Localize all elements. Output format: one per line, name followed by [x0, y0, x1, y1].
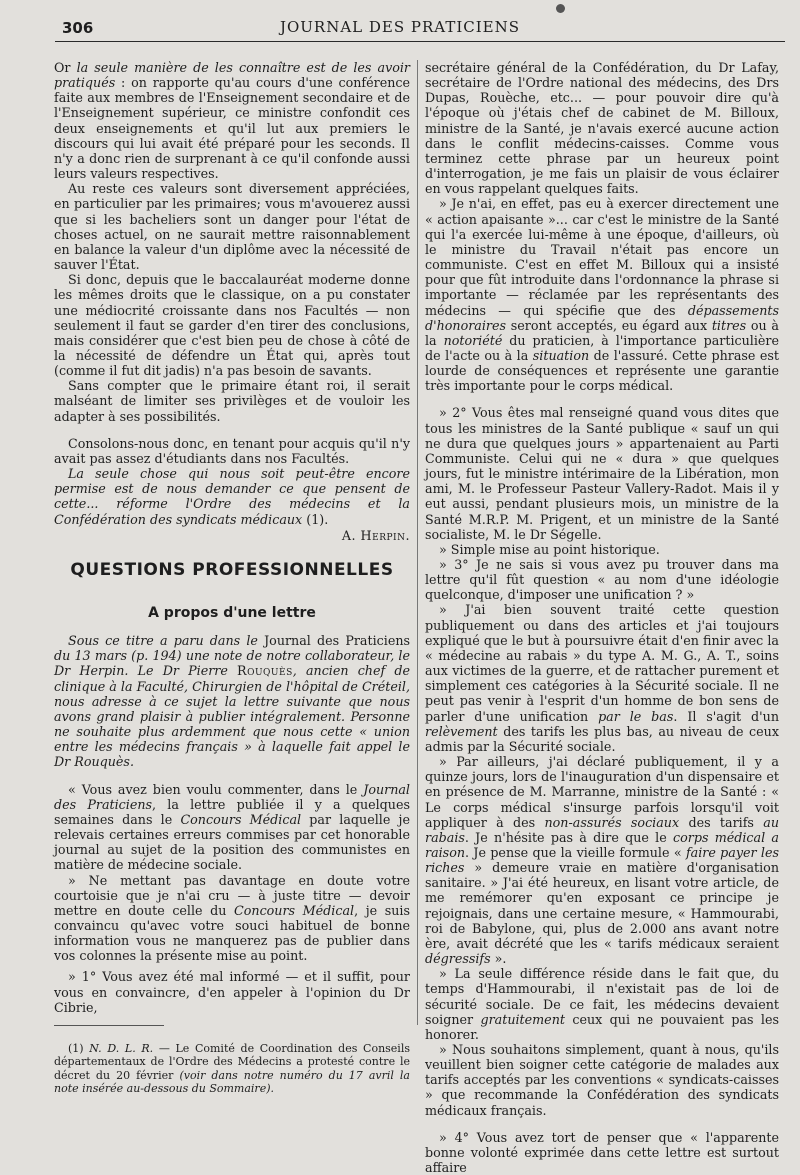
paragraph: La seule chose qui nous soit peut-être encore permise est de nous demander ce que pensent de cette... réforme l'Ordre des médecins et la Confédération des syndicats médicaux (1). — [54, 466, 410, 527]
letter-paragraph: » Nous souhaitons simplement, quant à nous, qu'ils veuillent bien soigner cette catégorie de malades aux tarifs acceptés par les conventions « syndicats-caisses » que recommande la Confédération des syndicats médicaux français. — [425, 1042, 779, 1118]
ornament-icon — [556, 4, 565, 13]
paragraph: Or la seule manière de les connaître est de les avoir pratiqués : on rapporte qu'au cours d'une conférence faite aux membres de l'Enseignement secondaire et de l'Enseignement supérieur, ce ministre confondit ces deux enseignements et qu'il lut aux premiers le discours qui lui avait été préparé pour les seconds. Il n'y a donc rien de surprenant à ce qu'il confonde aussi leurs valeurs respectives. — [54, 60, 411, 182]
section-title: QUESTIONS PROFESSIONNELLES — [70, 559, 394, 580]
paragraph: Si donc, depuis que le baccalauréat moderne donne les mêmes droits que le classique, on a pu constater une médiocrité croissante dans nos Facultés — non seulement il faut se garder d'en tirer des conclusions, mais considérer que c'est bien peu de chose à côté de la nécessité de défendre un État qui, après tout (comme il fut dit jadis) n'a pas besoin de savants. — [54, 272, 410, 379]
footnote-rule — [54, 1025, 164, 1026]
page-header — [0, 0, 800, 44]
editorial-intro: Sous ce titre a paru dans le Journal des Praticiens du 13 mars (p. 194) une note de notre collaborateur, le Dr Herpin. Le Dr Pierre Rouquès, ancien chef de clinique à la Faculté, Chirurgien de l'hôpital de Créteil, nous adresse à ce sujet la lettre suivante que nous avons grand plaisir à publier intégralement. Personne ne souhaite plus ardemment que nous cette « union entre les médecins français » à laquelle fait appel le Dr Rouquès. — [54, 633, 411, 770]
letter-paragraph: » J'ai bien souvent traité cette question publiquement ou dans des articles et j'ai toujours expliqué que le but à poursuivre était d'en finir avec la « médecine au rabais » du type A. M. G., A. T., soins aux victimes de la guerre, et de rattacher purement et simplement ces catégories à la Sécurité sociale. Il ne peut pas venir à l'esprit d'un homme de bon sens de parler d'une unification par le bas. Il s'agit d'un relèvement des tarifs les plus bas, au niveau de ceux admis par la Sécurité sociale. — [425, 602, 779, 754]
letter-paragraph: secrétaire général de la Confédération, du Dr Lafay, secrétaire de l'Ordre national des médecins, des Drs Dupas, Rouèche, etc... — pour pouvoir dire qu'à l'époque où j'étais chef de cabinet de M. Billoux, ministre de la Santé, je n'avais exercé aucune action dans le conflit médecins-caisses. Comme vous terminez cette phrase par un heureux point d'interrogation, je me fais un plaisir de vous éclairer en vous rappelant quelques faits. — [425, 60, 779, 197]
author-signature: A. Herpin. — [341, 527, 410, 543]
left-column — [54, 60, 410, 1096]
letter-paragraph: » 3° Je ne sais si vous avez pu trouver dans ma lettre qu'il fût question « au nom d'une idéologie quelconque, d'imposer une unification ? » — [425, 557, 779, 603]
letter-paragraph: « Vous avez bien voulu commenter, dans le Journal des Praticiens, la lettre publiée il y a quelques semaines dans le Concours Médical par laquelle je relevais certaines erreurs commises par cet honorable journal au sujet de la position des communistes en matière de médecine sociale. — [54, 781, 410, 873]
column-divider — [417, 60, 418, 1025]
article-title: A propos d'une lettre — [148, 605, 316, 621]
letter-paragraph: » La seule différence réside dans le fait que, du temps d'Hammourabi, il n'existait pas de loi de sécurité sociale. De ce fait, les médecins devaient soigner gratuitement ceux qui ne pouvaient pas les honorer. — [425, 966, 780, 1042]
letter-paragraph: » 2° Vous êtes mal renseigné quand vous dites que tous les ministres de la Santé publique « sauf un qui ne dura que quelques jours » appartenaient au Parti Communiste. Celui qui ne « dura » que quelques jours, fut le ministre intérimaire de la Libération, mon ami, M. le Professeur Pasteur Vallery-Radot. Mais il y eut aussi, pendant plusieurs mois, un ministre de la Santé M.R.P. M. Prigent, et un ministre de la Santé socialiste, M. le Dr Ségelle. — [425, 405, 779, 542]
page-number: 306 — [62, 19, 94, 37]
paragraph: Sans compter que le primaire étant roi, il serait malséant de limiter ses privilèges et de vouloir les adapter à ses possibilités. — [54, 378, 410, 424]
paragraph: Au reste ces valeurs sont diversement appréciées, en particulier par les primaires; vous m'avouerez aussi que si les bacheliers sont un danger pour l'état de choses actuel, on ne saurait mettre raisonnablement en balance la valeur d'un diplôme avec la nécessité de sauver l'État. — [54, 181, 410, 273]
footnote: (1) N. D. L. R. — Le Comité de Coordination des Conseils départementaux de l'Ordre des Médecins a protesté contre le décret du 20 février (voir dans notre numéro du 17 avril la note insérée au-dessous du Sommaire). — [54, 1041, 410, 1096]
header-rule — [55, 41, 785, 42]
right-column — [425, 60, 779, 1175]
letter-paragraph: » 1° Vous avez été mal informé — et il suffit, pour vous en convaincre, d'en appeler à l'opinion du Dr Cibrie, — [54, 969, 410, 1015]
letter-paragraph: » Simple mise au point historique. — [439, 541, 660, 557]
letter-paragraph: » Ne mettant pas davantage en doute votre courtoisie que je n'ai cru — à juste titre — devoir mettre en doute celle du Concours Médical, je suis convaincu qu'avec votre souci habituel de bonne information vous ne manquerez pas de publier dans vos colonnes la présente mise au point. — [54, 872, 410, 964]
journal-title: JOURNAL DES PRATICIENS — [279, 18, 521, 36]
letter-paragraph: » 4° Vous avez tort de penser que « l'apparente bonne volonté exprimée dans cette lettre est surtout affaire — [425, 1129, 779, 1175]
paragraph: Consolons-nous donc, en tenant pour acquis qu'il n'y avait pas assez d'étudiants dans nos Facultés. — [54, 435, 410, 466]
letter-paragraph: » Par ailleurs, j'ai déclaré publiquement, il y a quinze jours, lors de l'inauguration d'un dispensaire et en présence de M. Marranne, ministre de la Santé : « Le corps médical s'insurge parfois lorsqu'il voit appliquer à des non-assurés sociaux des tarifs au rabais. Je n'hésite pas à dire que le corps médical a raison. Je pense que la vieille formule « faire payer les riches » demeure vraie en matière d'organisation sanitaire. » J'ai été heureux, en lisant votre article, de me remémorer qu'en exposant ce principe je rejoignais, dans une certaine mesure, « Hammourabi, roi de Babylone, qui, plus de 2.000 ans avant notre ère, avait décrété que les « tarifs médicaux seraient dégressifs ». — [425, 754, 780, 967]
letter-paragraph: » Je n'ai, en effet, pas eu à exercer directement une « action apaisante »... car c'est le ministre de la Santé qui l'a exercée lui-même à une époque, d'ailleurs, où le ministre du Travail n'était pas encore un communiste. C'est en effet M. Billoux qui a insisté pour que fût introduite dans l'ordonnance la phrase si importante — réclamée par les représentants des médecins — qui spécifie que des dépassements d'honoraires seront acceptés, eu égard aux titres ou à la notoriété du praticien, à l'importance particulière de l'acte ou à la situation de l'assuré. Cette phrase est lourde de conséquences et représente une garantie très importante pour le corps médical. — [425, 196, 779, 394]
